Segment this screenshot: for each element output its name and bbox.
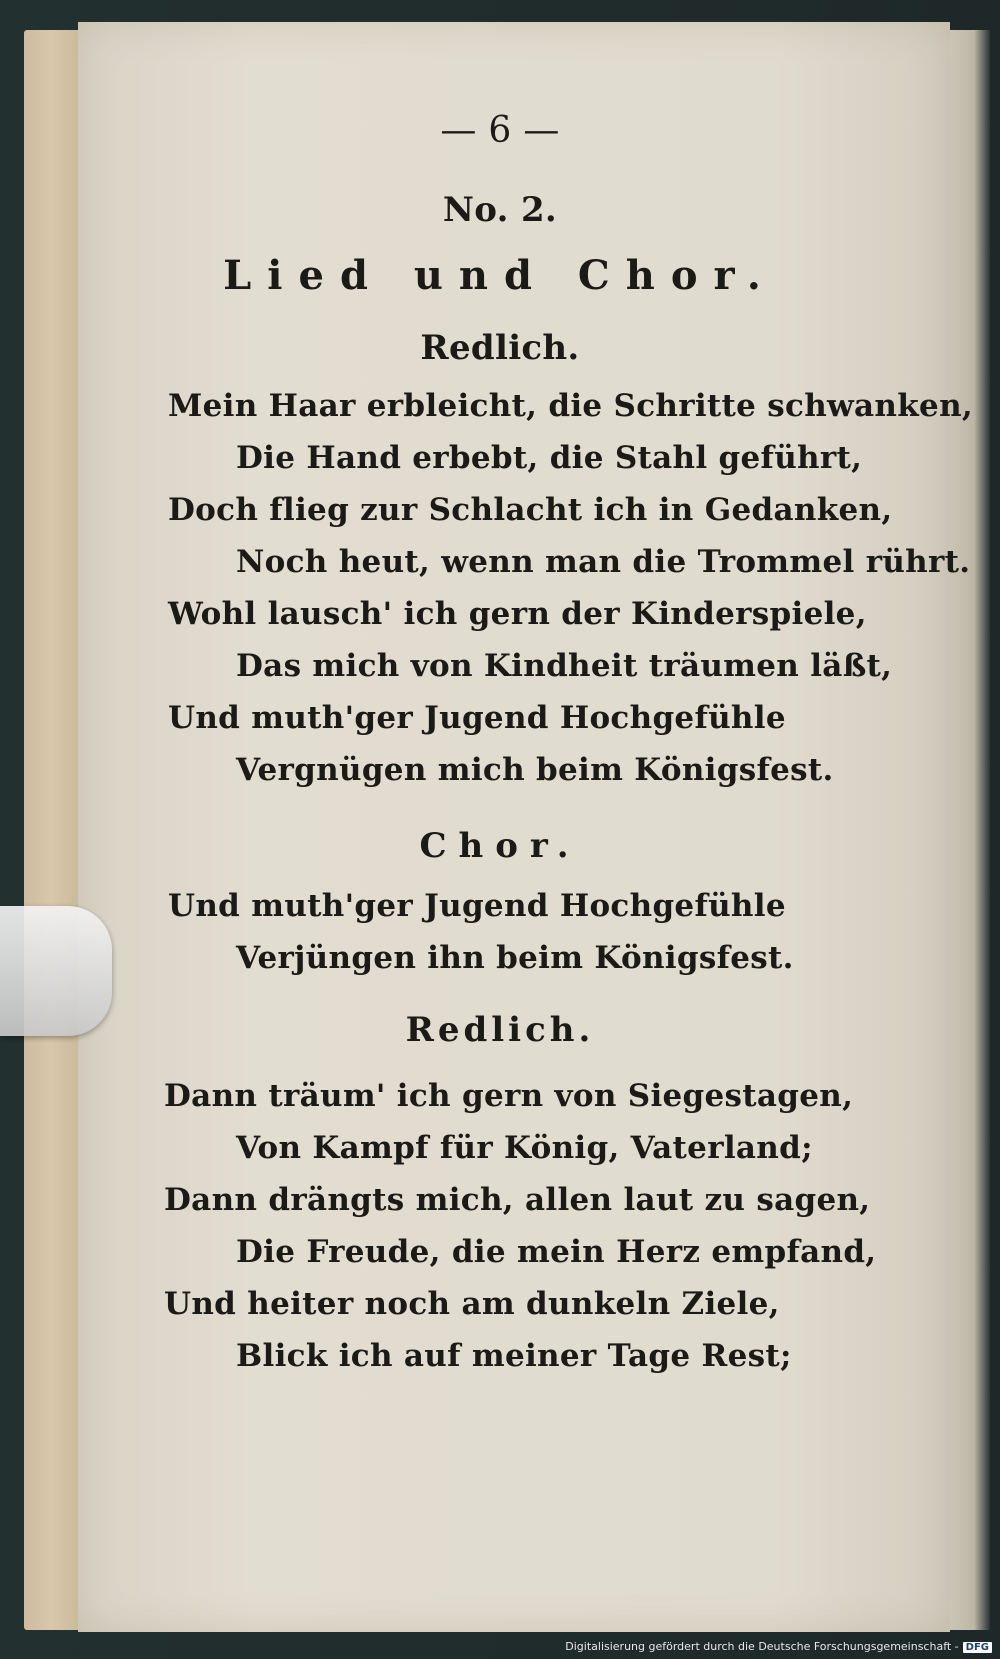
digitization-credit [565, 1640, 992, 1656]
verse-line: Die Freude, die mein Herz empfand, [236, 1234, 877, 1270]
verse-line: Vergnügen mich beim Königsfest. [236, 752, 834, 788]
verse-line: Noch heut, wenn man die Trommel rührt. [236, 544, 971, 580]
verse-line: Das mich von Kindheit träumen läßt, [236, 648, 893, 684]
speaker-heading: Redlich. [420, 328, 580, 368]
verse-line: Die Hand erbebt, die Stahl geführt, [236, 440, 863, 476]
page-title: Lied und Chor. [223, 252, 777, 299]
verse-line: Wohl lausch' ich gern der Kinderspiele, [168, 596, 867, 632]
page-clip [0, 906, 112, 1036]
verse-line: Dann träum' ich gern von Siegestagen, [164, 1078, 854, 1114]
page-number: — 6 — [440, 110, 560, 151]
verse-line: Blick ich auf meiner Tage Rest; [236, 1338, 792, 1374]
verse-line: Verjüngen ihn beim Königsfest. [236, 940, 794, 976]
verse-line: Und muth'ger Jugend Hochgefühle [168, 888, 786, 924]
verse-line: Und heiter noch am dunkeln Ziele, [164, 1286, 780, 1322]
verse-line: Mein Haar erbleicht, die Schritte schwanken, [168, 388, 974, 424]
piece-number: No. 2. [442, 190, 558, 230]
verse-line: Dann drängts mich, allen laut zu sagen, [164, 1182, 871, 1218]
speaker-heading: Chor. [419, 826, 581, 866]
speaker-heading: Redlich. [405, 1010, 595, 1050]
verse-line: Und muth'ger Jugend Hochgefühle [168, 700, 786, 736]
dfg-logo: DFG [963, 1642, 992, 1653]
verse-line: Doch flieg zur Schlacht ich in Gedanken, [168, 492, 893, 528]
credit-text: Digitalisierung gefördert durch die Deutsche Forschungsgemeinschaft - [565, 1640, 959, 1653]
verse-line: Von Kampf für König, Vaterland; [236, 1130, 813, 1166]
